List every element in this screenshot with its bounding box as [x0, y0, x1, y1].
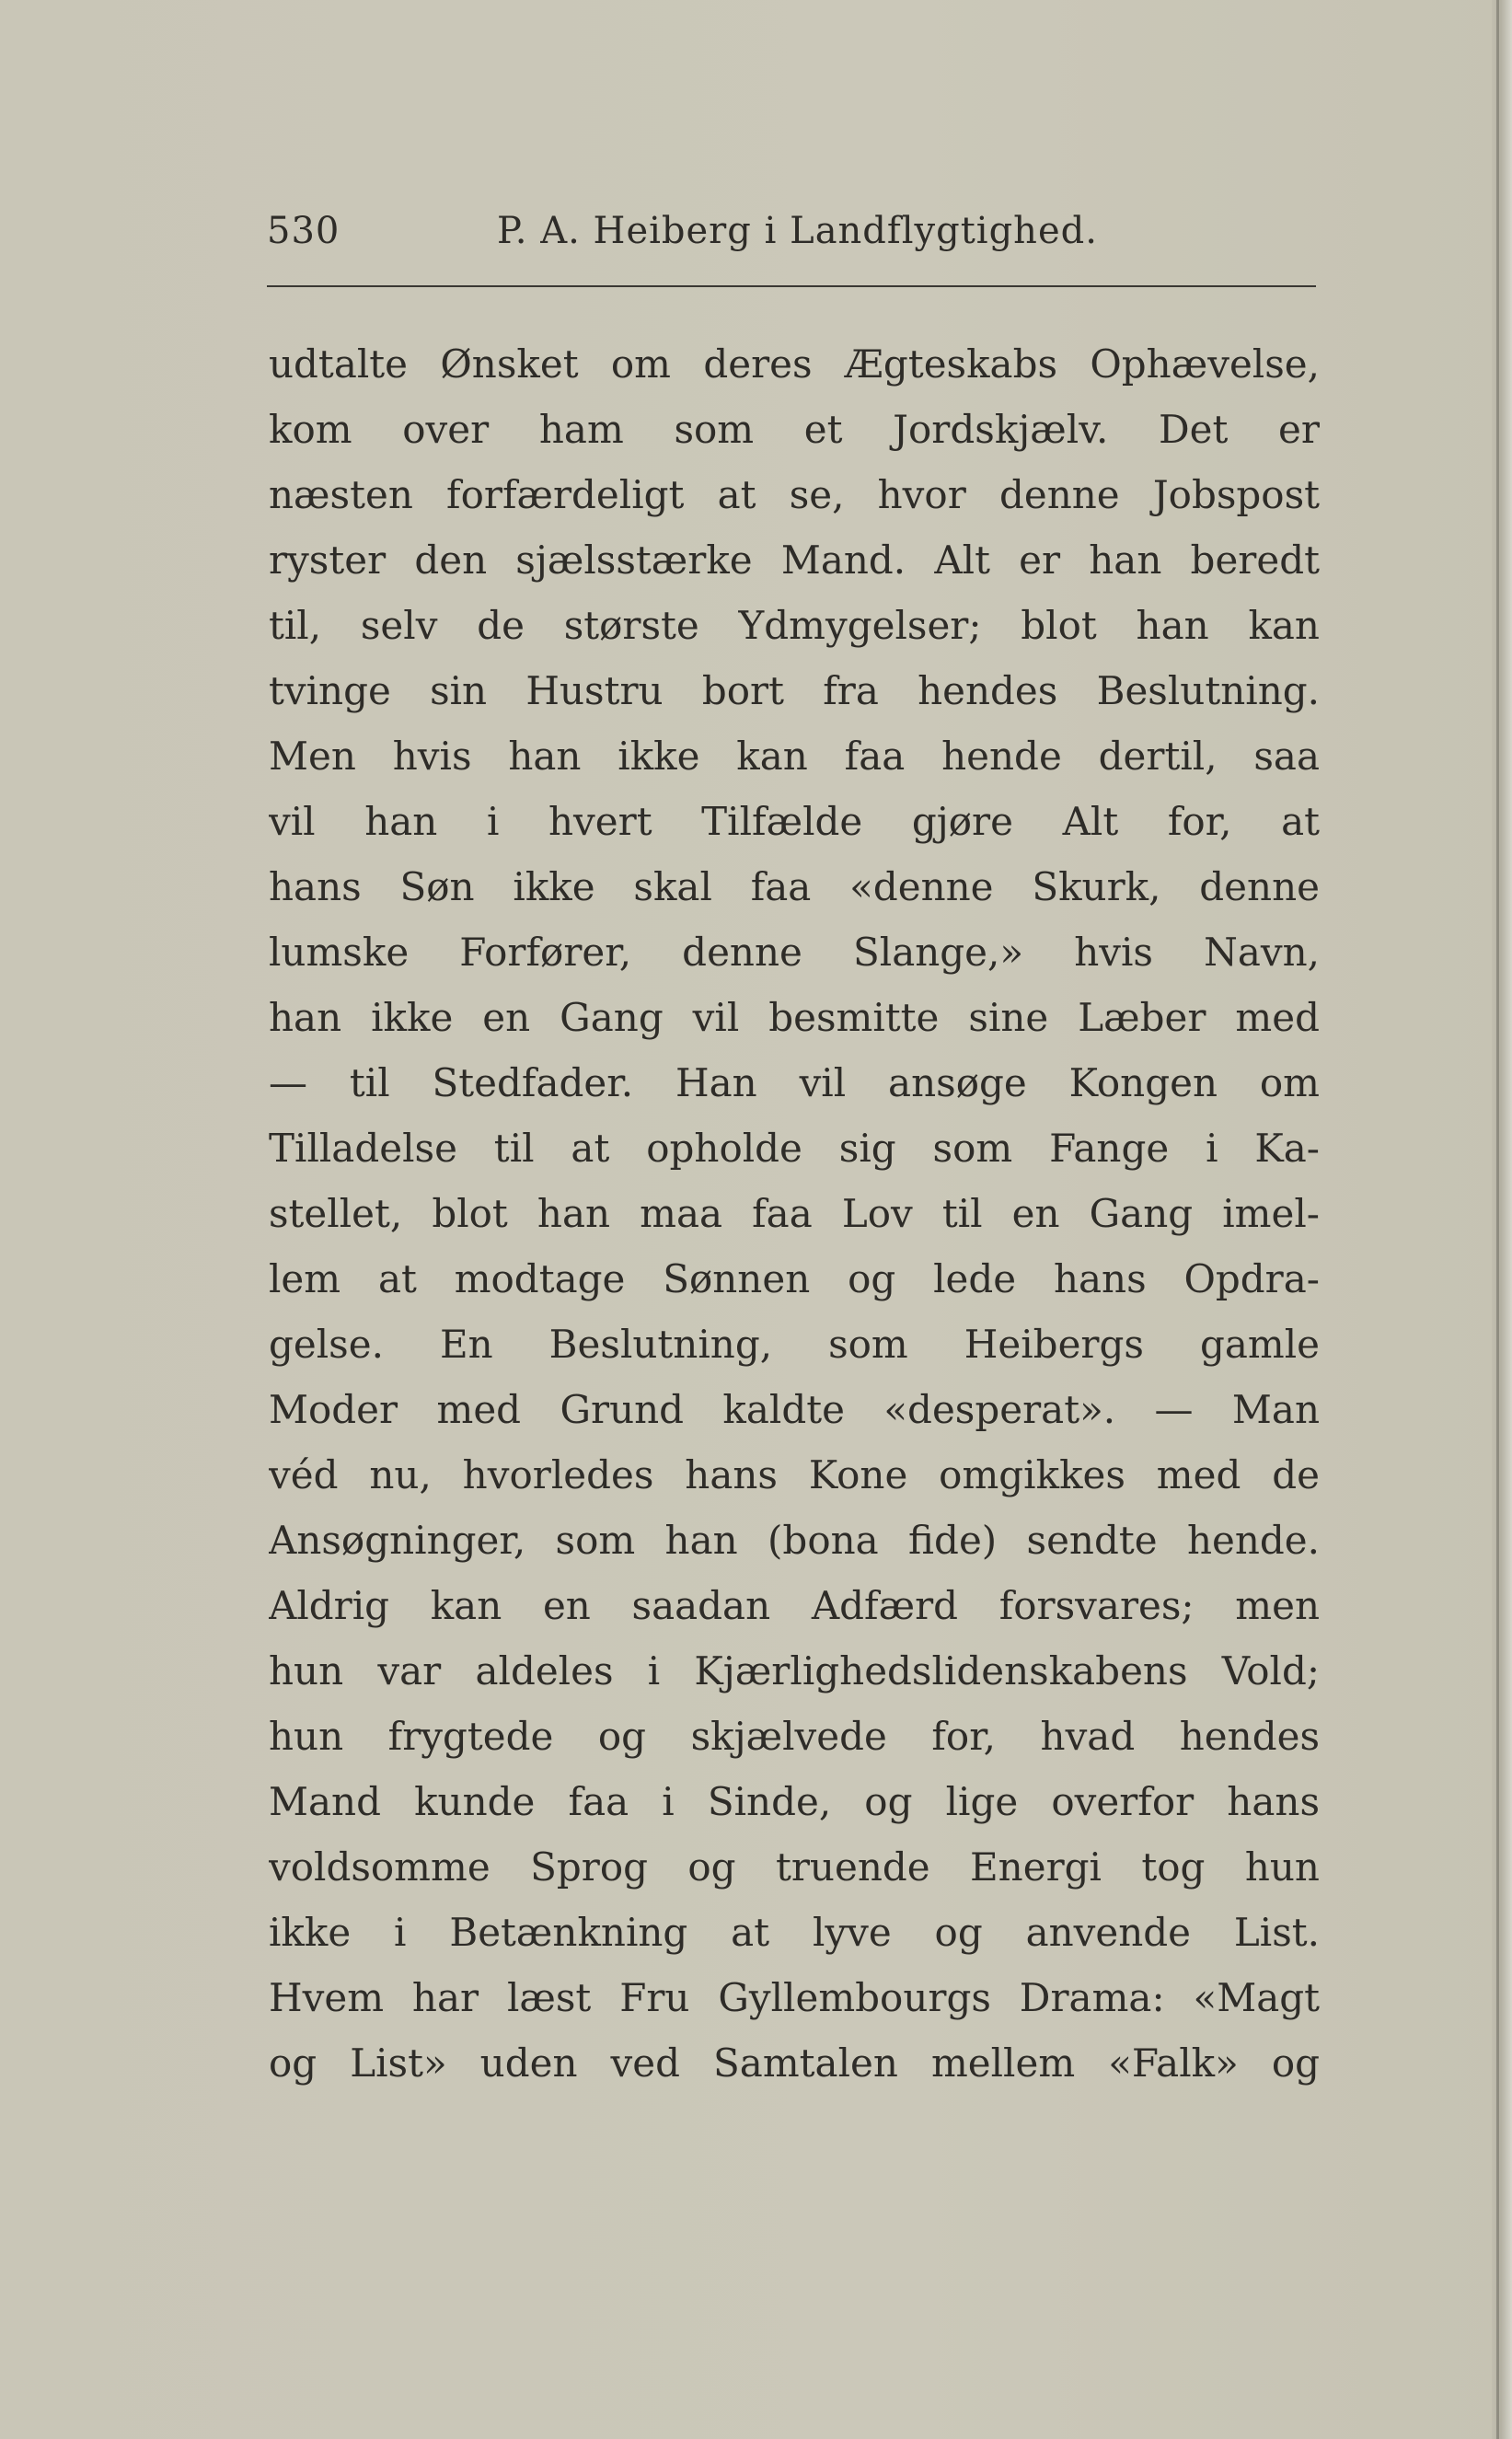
- page-edge-line: [1496, 0, 1499, 2439]
- text-line: voldsomme Sprog og truende Energi tog hun: [269, 1844, 1320, 1890]
- text-line: véd nu, hvorledes hans Kone omgikkes med de: [269, 1452, 1320, 1497]
- running-title: P. A. Heiberg i Landflygtighed.: [497, 210, 1098, 252]
- body-text: [269, 331, 1320, 2096]
- text-line: Hvem har læst Fru Gyllembourgs Drama: «Magt: [269, 1975, 1320, 2020]
- text-line: til, selv de største Ydmygelser; blot han kan: [269, 603, 1320, 648]
- text-line: gelse. En Beslutning, som Heibergs gamle: [269, 1322, 1320, 1367]
- text-line: han ikke en Gang vil besmitte sine Læber med: [269, 995, 1320, 1040]
- text-line: hun frygtede og skjælvede for, hvad hendes: [269, 1714, 1320, 1759]
- text-line: ryster den sjælsstærke Mand. Alt er han beredt: [269, 538, 1320, 583]
- text-line: Men hvis han ikke kan faa hende dertil, saa: [269, 734, 1320, 779]
- text-line: Aldrig kan en saadan Adfærd forsvares; men: [269, 1583, 1320, 1628]
- text-line: og List» uden ved Samtalen mellem «Falk» og: [269, 2040, 1320, 2086]
- text-line: — til Stedfader. Han vil ansøge Kongen om: [269, 1060, 1320, 1105]
- page-edge: [1492, 0, 1512, 2439]
- text-line: Tilladelse til at opholde sig som Fange i Ka-: [269, 1126, 1320, 1171]
- page-header: [267, 210, 1316, 265]
- page-number: 530: [267, 210, 340, 252]
- text-line: vil han i hvert Tilfælde gjøre Alt for, at: [269, 799, 1320, 844]
- text-line: stellet, blot han maa faa Lov til en Gang imel-: [269, 1191, 1320, 1236]
- header-rule: [267, 285, 1316, 287]
- text-line: tvinge sin Hustru bort fra hendes Beslutning.: [269, 668, 1320, 713]
- text-line: kom over ham som et Jordskjælv. Det er: [269, 407, 1320, 452]
- text-line: næsten forfærdeligt at se, hvor denne Jobspost: [269, 472, 1320, 517]
- text-line: Moder med Grund kaldte «desperat». — Man: [269, 1387, 1320, 1432]
- text-line: hun var aldeles i Kjærlighedslidenskabens Vold;: [269, 1648, 1320, 1693]
- text-line: hans Søn ikke skal faa «denne Skurk, denne: [269, 864, 1320, 909]
- text-line: udtalte Ønsket om deres Ægteskabs Ophævelse,: [269, 341, 1320, 387]
- text-line: Mand kunde faa i Sinde, og lige overfor hans: [269, 1779, 1320, 1824]
- text-line: lem at modtage Sønnen og lede hans Opdra-: [269, 1256, 1320, 1301]
- text-line: Ansøgninger, som han (bona fide) sendte hende.: [269, 1518, 1320, 1563]
- text-line: ikke i Betænkning at lyve og anvende List.: [269, 1910, 1320, 1955]
- text-line: lumske Forfører, denne Slange,» hvis Navn,: [269, 930, 1320, 975]
